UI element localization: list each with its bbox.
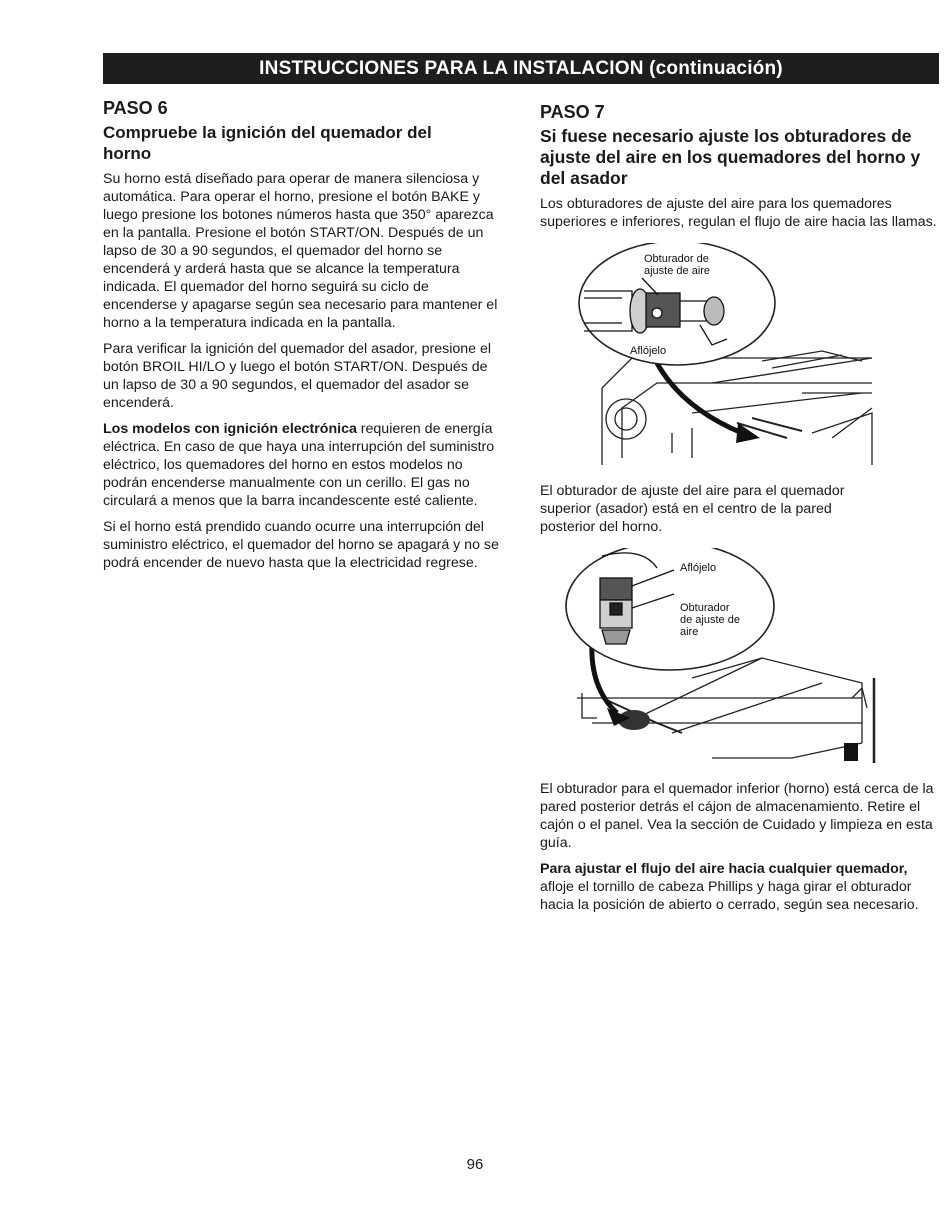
paragraph: Para verificar la ignición del quemador del asador, presione el botón BROIL HI/LO y luego el botón START/ON. Después de un lapso de 30 a 90 segundos, el quemador del asador se encenderá. [103, 341, 492, 411]
bold-lead: Para ajustar el flujo del aire hacia cualquier quemador, [540, 861, 908, 877]
paragraph: Los obturadores de ajuste del aire para los quemadores superiores e inferiores, regulan el flujo de aire hacia las llamas. [540, 196, 937, 230]
left-column [103, 98, 503, 580]
paragraph-text: requieren de energía eléctrica. En caso de que haya una interrupción del suministro eléctrico, los quemadores del horno en estos modelos no podrán encenderse manualmente con un cerillo. El gas no circulará a menos que la barra incandescente esté caliente. [103, 421, 495, 509]
bold-lead: Los modelos con ignición electrónica [103, 421, 357, 437]
banner-title: INSTRUCCIONES PARA LA INSTALACION (continuación) [259, 57, 783, 79]
section-banner [103, 53, 939, 84]
step-title: Compruebe la ignición del quemador del horno [103, 123, 432, 163]
step-title: Si fuese necesario ajuste los obturadores de ajuste del aire en los quemadores del horno y del asador [540, 126, 921, 188]
broiler-shutter-illustration [562, 243, 892, 468]
loosen-label: Aflójelo [680, 562, 717, 574]
paragraph [540, 860, 940, 914]
step-heading: PASO 7 [540, 102, 605, 122]
paragraph: Si el horno está prendido cuando ocurre una interrupción del suministro eléctrico, el quemador del horno se apagará y no se podrá encender de nuevo hasta que la electricidad regrese. [103, 519, 499, 571]
right-column [540, 102, 940, 922]
paragraph: Su horno está diseñado para operar de manera silenciosa y automática. Para operar el horno, presione el botón BAKE y luego presione los botones números hasta que 350° aparezca en la pantalla. Presione el botón START/ON. Después de un lapso de 30 a 90 segundos, el quemador del horno se encenderá y arderá hasta que se alcance la temperatura indicada. El quemador del horno seguirá su ciclo de encenderse y apagarse según sea necesario para mantener el horno a la temperatura indicada en la pantalla. [103, 171, 498, 331]
paragraph [103, 420, 503, 510]
oven-shutter-figure [562, 548, 892, 766]
shutter-label: Obturador de ajuste de aire [680, 602, 740, 638]
paragraph-text: afloje el tornillo de cabeza Phillips y haga girar el obturador hacia la posición de abierto o cerrado, según sea necesario. [540, 879, 919, 913]
page-number: 96 [466, 1156, 484, 1173]
figure-caption: El obturador para el quemador inferior (horno) está cerca de la pared posterior detrás el cájon de almacenamiento. Retire el cajón o el panel. Vea la sección de Cuidado y limpieza en esta guía. [540, 781, 934, 851]
oven-shutter-illustration [562, 548, 892, 766]
step-heading: PASO 6 [103, 98, 168, 118]
figure-caption: El obturador de ajuste del aire para el quemador superior (asador) está en el centro de la pared posterior del horno. [540, 483, 845, 535]
loosen-label: Aflójelo [630, 345, 667, 357]
shutter-label: Obturador de ajuste de aire [644, 253, 711, 277]
broiler-shutter-figure [562, 243, 892, 468]
